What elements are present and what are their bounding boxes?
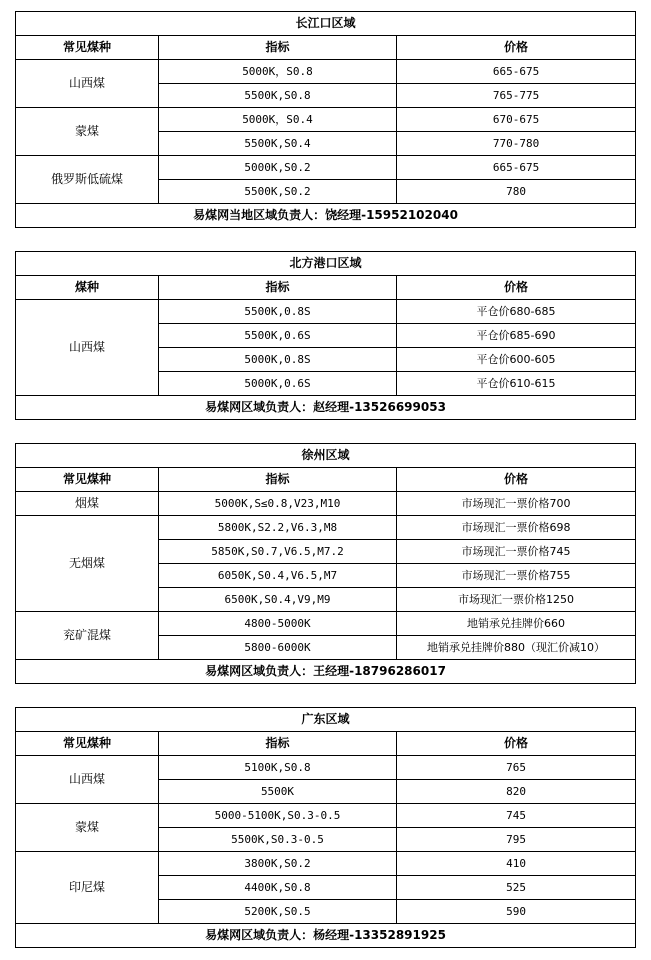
region-contact: 易煤网区域负责人：王经理-18796286017 — [16, 660, 636, 684]
spec-cell: 5800K,S2.2,V6.3,M8 — [159, 516, 397, 540]
coal-type-cell: 印尼煤 — [16, 852, 159, 924]
price-header: 价格 — [397, 732, 636, 756]
price-cell: 平仓价600-605 — [397, 348, 636, 372]
table-row — [16, 300, 636, 324]
spec-cell: 5500K — [159, 780, 397, 804]
price-cell: 市场现汇一票价格745 — [397, 540, 636, 564]
region-title: 广东区域 — [16, 708, 636, 732]
region-title: 北方港口区域 — [16, 252, 636, 276]
price-cell: 590 — [397, 900, 636, 924]
spec-cell: 5000K,0.8S — [159, 348, 397, 372]
spec-cell: 5000K,0.6S — [159, 372, 397, 396]
spec-header: 指标 — [159, 468, 397, 492]
coal-type-cell: 山西煤 — [16, 60, 159, 108]
spec-cell: 5000K，S0.4 — [159, 108, 397, 132]
spec-cell: 5000K,S≤0.8,V23,M10 — [159, 492, 397, 516]
price-cell: 地销承兑挂牌价880（现汇价减10） — [397, 636, 636, 660]
table-row — [16, 108, 636, 132]
spec-cell: 5000K，S0.8 — [159, 60, 397, 84]
coal-type-cell: 无烟煤 — [16, 516, 159, 612]
price-cell: 525 — [397, 876, 636, 900]
coal-type-header: 煤种 — [16, 276, 159, 300]
table-row — [16, 516, 636, 540]
price-cell: 地销承兑挂牌价660 — [397, 612, 636, 636]
price-cell: 780 — [397, 180, 636, 204]
region-contact: 易煤网区域负责人：杨经理-13352891925 — [16, 924, 636, 948]
price-cell: 410 — [397, 852, 636, 876]
spec-cell: 4400K,S0.8 — [159, 876, 397, 900]
coal-type-cell: 蒙煤 — [16, 804, 159, 852]
spec-cell: 5000K,S0.2 — [159, 156, 397, 180]
price-cell: 市场现汇一票价格700 — [397, 492, 636, 516]
region-table — [15, 11, 636, 228]
coal-type-cell: 烟煤 — [16, 492, 159, 516]
spec-header: 指标 — [159, 276, 397, 300]
price-cell: 770-780 — [397, 132, 636, 156]
coal-type-cell: 蒙煤 — [16, 108, 159, 156]
region-contact: 易煤网区域负责人：赵经理-13526699053 — [16, 396, 636, 420]
coal-type-header: 常见煤种 — [16, 468, 159, 492]
table-row — [16, 804, 636, 828]
price-cell: 平仓价685-690 — [397, 324, 636, 348]
price-cell: 平仓价680-685 — [397, 300, 636, 324]
price-cell: 745 — [397, 804, 636, 828]
spec-cell: 5500K,0.8S — [159, 300, 397, 324]
table-row — [16, 852, 636, 876]
price-cell: 市场现汇一票价格698 — [397, 516, 636, 540]
spec-cell: 5200K,S0.5 — [159, 900, 397, 924]
table-row — [16, 60, 636, 84]
spec-header: 指标 — [159, 36, 397, 60]
region-contact: 易煤网当地区域负责人：饶经理-15952102040 — [16, 204, 636, 228]
region-title: 长江口区域 — [16, 12, 636, 36]
spec-cell: 5850K,S0.7,V6.5,M7.2 — [159, 540, 397, 564]
price-cell: 820 — [397, 780, 636, 804]
price-cell: 665-675 — [397, 60, 636, 84]
price-cell: 665-675 — [397, 156, 636, 180]
price-header: 价格 — [397, 276, 636, 300]
coal-type-header: 常见煤种 — [16, 36, 159, 60]
price-header: 价格 — [397, 36, 636, 60]
price-header: 价格 — [397, 468, 636, 492]
spec-cell: 6500K,S0.4,V9,M9 — [159, 588, 397, 612]
price-cell: 市场现汇一票价格1250 — [397, 588, 636, 612]
table-row — [16, 756, 636, 780]
coal-type-cell: 山西煤 — [16, 300, 159, 396]
region-table — [15, 707, 636, 948]
price-cell: 市场现汇一票价格755 — [397, 564, 636, 588]
coal-type-cell: 兖矿混煤 — [16, 612, 159, 660]
spec-cell: 5100K,S0.8 — [159, 756, 397, 780]
spec-cell: 5500K,S0.2 — [159, 180, 397, 204]
spec-header: 指标 — [159, 732, 397, 756]
spec-cell: 3800K,S0.2 — [159, 852, 397, 876]
spec-cell: 5500K,S0.8 — [159, 84, 397, 108]
region-table — [15, 443, 636, 684]
spec-cell: 5500K,0.6S — [159, 324, 397, 348]
spec-cell: 6050K,S0.4,V6.5,M7 — [159, 564, 397, 588]
coal-type-cell: 山西煤 — [16, 756, 159, 804]
price-cell: 795 — [397, 828, 636, 852]
price-cell: 765 — [397, 756, 636, 780]
price-cell: 平仓价610-615 — [397, 372, 636, 396]
price-cell: 670-675 — [397, 108, 636, 132]
spec-cell: 5500K,S0.4 — [159, 132, 397, 156]
price-cell: 765-775 — [397, 84, 636, 108]
table-row — [16, 492, 636, 516]
region-table — [15, 251, 636, 420]
spec-cell: 4800-5000K — [159, 612, 397, 636]
coal-type-header: 常见煤种 — [16, 732, 159, 756]
spec-cell: 5500K,S0.3-0.5 — [159, 828, 397, 852]
spec-cell: 5800-6000K — [159, 636, 397, 660]
spec-cell: 5000-5100K,S0.3-0.5 — [159, 804, 397, 828]
coal-type-cell: 俄罗斯低硫煤 — [16, 156, 159, 204]
region-title: 徐州区域 — [16, 444, 636, 468]
table-row — [16, 612, 636, 636]
table-row — [16, 156, 636, 180]
